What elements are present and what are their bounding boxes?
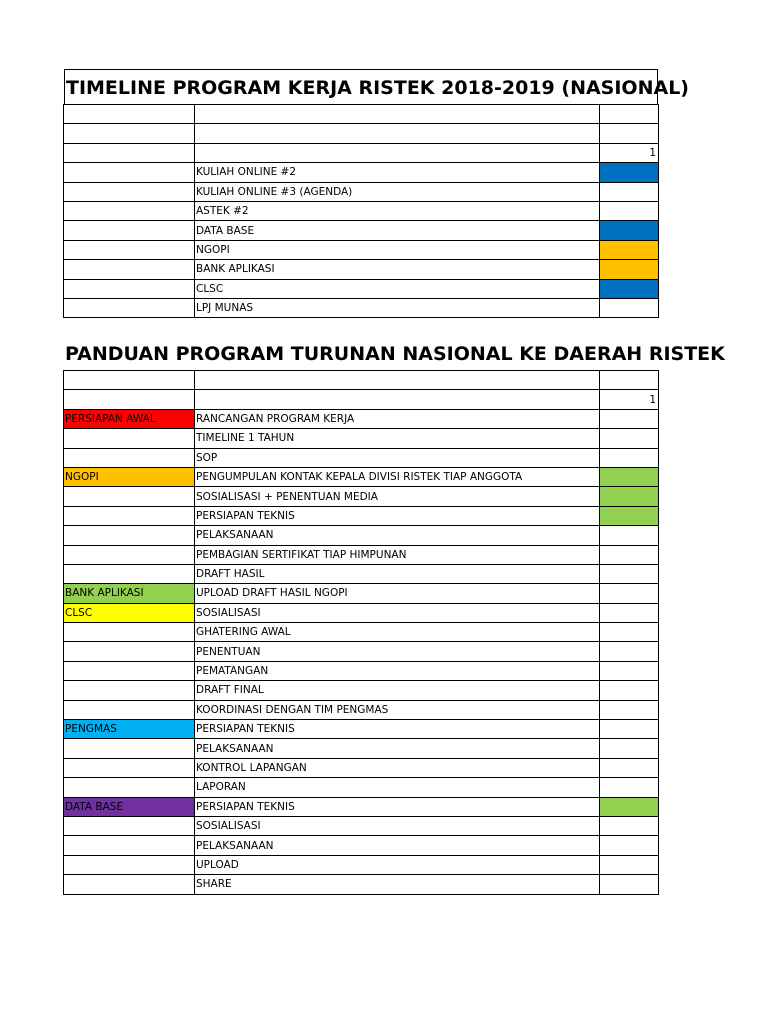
activity-cell[interactable]: PELAKSANAAN xyxy=(195,836,600,855)
activity-cell[interactable]: SHARE xyxy=(195,875,600,894)
table-row xyxy=(64,700,659,719)
category-cell[interactable] xyxy=(64,739,195,758)
activity-cell[interactable]: SOSIALISASI xyxy=(195,603,600,622)
schedule-cell[interactable] xyxy=(600,739,659,758)
activity-cell[interactable]: KOORDINASI DENGAN TIM PENGMAS xyxy=(195,700,600,719)
activity-cell[interactable]: PERSIAPAN TEKNIS xyxy=(195,720,600,739)
table-row xyxy=(64,448,659,467)
table-row xyxy=(64,816,659,835)
table-row xyxy=(64,143,659,162)
category-cell[interactable] xyxy=(64,836,195,855)
timeline-table xyxy=(63,104,659,318)
schedule-cell[interactable] xyxy=(600,681,659,700)
category-cell[interactable] xyxy=(64,642,195,661)
table-row xyxy=(64,163,659,182)
activity-cell[interactable]: LPJ MUNAS xyxy=(195,298,600,317)
activity-cell[interactable]: SOP xyxy=(195,448,600,467)
activity-cell[interactable]: SOSIALISASI + PENENTUAN MEDIA xyxy=(195,487,600,506)
activity-cell[interactable]: CLSC xyxy=(195,279,600,298)
category-cell[interactable]: NGOPI xyxy=(64,467,195,486)
category-cell[interactable] xyxy=(64,545,195,564)
category-cell[interactable] xyxy=(64,700,195,719)
schedule-cell[interactable] xyxy=(600,487,659,506)
category-cell[interactable] xyxy=(64,429,195,448)
schedule-cell[interactable] xyxy=(600,836,659,855)
activity-cell[interactable] xyxy=(195,390,600,409)
activity-cell[interactable]: GHATERING AWAL xyxy=(195,623,600,642)
table-row xyxy=(64,778,659,797)
schedule-cell[interactable] xyxy=(600,526,659,545)
table-row xyxy=(64,467,659,486)
table-row xyxy=(64,623,659,642)
table-row xyxy=(64,409,659,428)
activity-cell[interactable] xyxy=(195,371,600,390)
schedule-cell[interactable] xyxy=(600,260,659,279)
category-cell[interactable] xyxy=(64,298,195,317)
schedule-cell[interactable] xyxy=(600,564,659,583)
activity-cell[interactable]: PERSIAPAN TEKNIS xyxy=(195,797,600,816)
activity-cell[interactable]: BANK APLIKASI xyxy=(195,260,600,279)
category-cell[interactable] xyxy=(64,260,195,279)
table-row xyxy=(64,390,659,409)
table-row xyxy=(64,642,659,661)
activity-cell[interactable] xyxy=(195,105,600,124)
table-row xyxy=(64,279,659,298)
table-row xyxy=(64,875,659,894)
schedule-cell[interactable] xyxy=(600,182,659,201)
table-row xyxy=(64,182,659,201)
category-cell[interactable] xyxy=(64,240,195,259)
activity-cell[interactable]: LAPORAN xyxy=(195,778,600,797)
schedule-cell[interactable] xyxy=(600,124,659,143)
category-cell[interactable] xyxy=(64,506,195,525)
activity-cell[interactable]: SOSIALISASI xyxy=(195,816,600,835)
section2-title: PANDUAN PROGRAM TURUNAN NASIONAL KE DAERAH RISTEK xyxy=(65,343,725,365)
schedule-cell[interactable] xyxy=(600,661,659,680)
schedule-cell[interactable] xyxy=(600,371,659,390)
schedule-cell[interactable] xyxy=(600,429,659,448)
schedule-cell[interactable] xyxy=(600,758,659,777)
activity-cell[interactable]: DATA BASE xyxy=(195,221,600,240)
activity-cell[interactable] xyxy=(195,143,600,162)
activity-cell[interactable]: DRAFT HASIL xyxy=(195,564,600,583)
schedule-cell[interactable] xyxy=(600,163,659,182)
activity-cell[interactable]: UPLOAD xyxy=(195,855,600,874)
category-cell[interactable] xyxy=(64,681,195,700)
table-row xyxy=(64,758,659,777)
category-cell[interactable]: PERSIAPAN AWAL xyxy=(64,409,195,428)
category-cell[interactable] xyxy=(64,623,195,642)
table-row xyxy=(64,506,659,525)
table-row xyxy=(64,564,659,583)
activity-cell[interactable] xyxy=(195,124,600,143)
category-cell[interactable] xyxy=(64,758,195,777)
schedule-cell[interactable] xyxy=(600,623,659,642)
activity-cell[interactable]: KULIAH ONLINE #3 (AGENDA) xyxy=(195,182,600,201)
table-row xyxy=(64,603,659,622)
category-cell[interactable] xyxy=(64,487,195,506)
activity-cell[interactable]: PEMATANGAN xyxy=(195,661,600,680)
panduan-table xyxy=(63,370,659,895)
table-row xyxy=(64,371,659,390)
schedule-cell[interactable] xyxy=(600,409,659,428)
category-cell[interactable] xyxy=(64,371,195,390)
table-row xyxy=(64,260,659,279)
schedule-cell[interactable] xyxy=(600,720,659,739)
activity-cell[interactable]: PELAKSANAAN xyxy=(195,526,600,545)
category-cell[interactable] xyxy=(64,221,195,240)
table-row xyxy=(64,240,659,259)
schedule-cell[interactable] xyxy=(600,642,659,661)
schedule-cell[interactable] xyxy=(600,603,659,622)
schedule-cell[interactable] xyxy=(600,545,659,564)
schedule-cell[interactable] xyxy=(600,584,659,603)
activity-cell[interactable]: UPLOAD DRAFT HASIL NGOPI xyxy=(195,584,600,603)
schedule-cell[interactable] xyxy=(600,221,659,240)
schedule-cell[interactable] xyxy=(600,778,659,797)
category-cell[interactable]: DATA BASE xyxy=(64,797,195,816)
category-cell[interactable] xyxy=(64,564,195,583)
table-row xyxy=(64,855,659,874)
schedule-cell[interactable] xyxy=(600,816,659,835)
activity-cell[interactable]: PELAKSANAAN xyxy=(195,739,600,758)
category-cell[interactable]: CLSC xyxy=(64,603,195,622)
category-cell[interactable] xyxy=(64,855,195,874)
schedule-cell[interactable] xyxy=(600,105,659,124)
category-cell[interactable] xyxy=(64,778,195,797)
schedule-cell[interactable]: 1 xyxy=(600,143,659,162)
schedule-cell[interactable] xyxy=(600,855,659,874)
category-cell[interactable] xyxy=(64,661,195,680)
table-row xyxy=(64,584,659,603)
category-cell[interactable] xyxy=(64,105,195,124)
activity-cell[interactable]: PEMBAGIAN SERTIFIKAT TIAP HIMPUNAN xyxy=(195,545,600,564)
schedule-cell[interactable] xyxy=(600,797,659,816)
activity-cell[interactable]: RANCANGAN PROGRAM KERJA xyxy=(195,409,600,428)
table-row xyxy=(64,429,659,448)
schedule-cell[interactable] xyxy=(600,201,659,220)
activity-cell[interactable]: KONTROL LAPANGAN xyxy=(195,758,600,777)
schedule-cell[interactable] xyxy=(600,506,659,525)
table-row xyxy=(64,836,659,855)
category-cell[interactable] xyxy=(64,163,195,182)
section1-title: TIMELINE PROGRAM KERJA RISTEK 2018-2019 (NASIONAL) xyxy=(64,69,658,105)
category-cell[interactable]: PENGMAS xyxy=(64,720,195,739)
table-row xyxy=(64,105,659,124)
schedule-cell[interactable] xyxy=(600,448,659,467)
category-cell[interactable] xyxy=(64,143,195,162)
table-row xyxy=(64,487,659,506)
schedule-cell[interactable] xyxy=(600,467,659,486)
table-row xyxy=(64,124,659,143)
category-cell[interactable] xyxy=(64,448,195,467)
activity-cell[interactable]: KULIAH ONLINE #2 xyxy=(195,163,600,182)
schedule-cell[interactable]: 1 xyxy=(600,390,659,409)
activity-cell[interactable]: PERSIAPAN TEKNIS xyxy=(195,506,600,525)
activity-cell[interactable]: DRAFT FINAL xyxy=(195,681,600,700)
category-cell[interactable]: BANK APLIKASI xyxy=(64,584,195,603)
category-cell[interactable] xyxy=(64,279,195,298)
category-cell[interactable] xyxy=(64,182,195,201)
activity-cell[interactable]: PENENTUAN xyxy=(195,642,600,661)
schedule-cell[interactable] xyxy=(600,700,659,719)
schedule-cell[interactable] xyxy=(600,279,659,298)
activity-cell[interactable]: PENGUMPULAN KONTAK KEPALA DIVISI RISTEK TIAP ANGGOTA xyxy=(195,467,600,486)
schedule-cell[interactable] xyxy=(600,298,659,317)
category-cell[interactable] xyxy=(64,816,195,835)
table-row xyxy=(64,201,659,220)
table-row xyxy=(64,797,659,816)
table-row xyxy=(64,720,659,739)
category-cell[interactable] xyxy=(64,201,195,220)
table-row xyxy=(64,221,659,240)
category-cell[interactable] xyxy=(64,875,195,894)
table-row xyxy=(64,681,659,700)
activity-cell[interactable]: NGOPI xyxy=(195,240,600,259)
category-cell[interactable] xyxy=(64,390,195,409)
schedule-cell[interactable] xyxy=(600,240,659,259)
table-row xyxy=(64,298,659,317)
category-cell[interactable] xyxy=(64,124,195,143)
table-row xyxy=(64,661,659,680)
schedule-cell[interactable] xyxy=(600,875,659,894)
activity-cell[interactable]: ASTEK #2 xyxy=(195,201,600,220)
table-row xyxy=(64,545,659,564)
table-row xyxy=(64,739,659,758)
category-cell[interactable] xyxy=(64,526,195,545)
table-row xyxy=(64,526,659,545)
activity-cell[interactable]: TIMELINE 1 TAHUN xyxy=(195,429,600,448)
